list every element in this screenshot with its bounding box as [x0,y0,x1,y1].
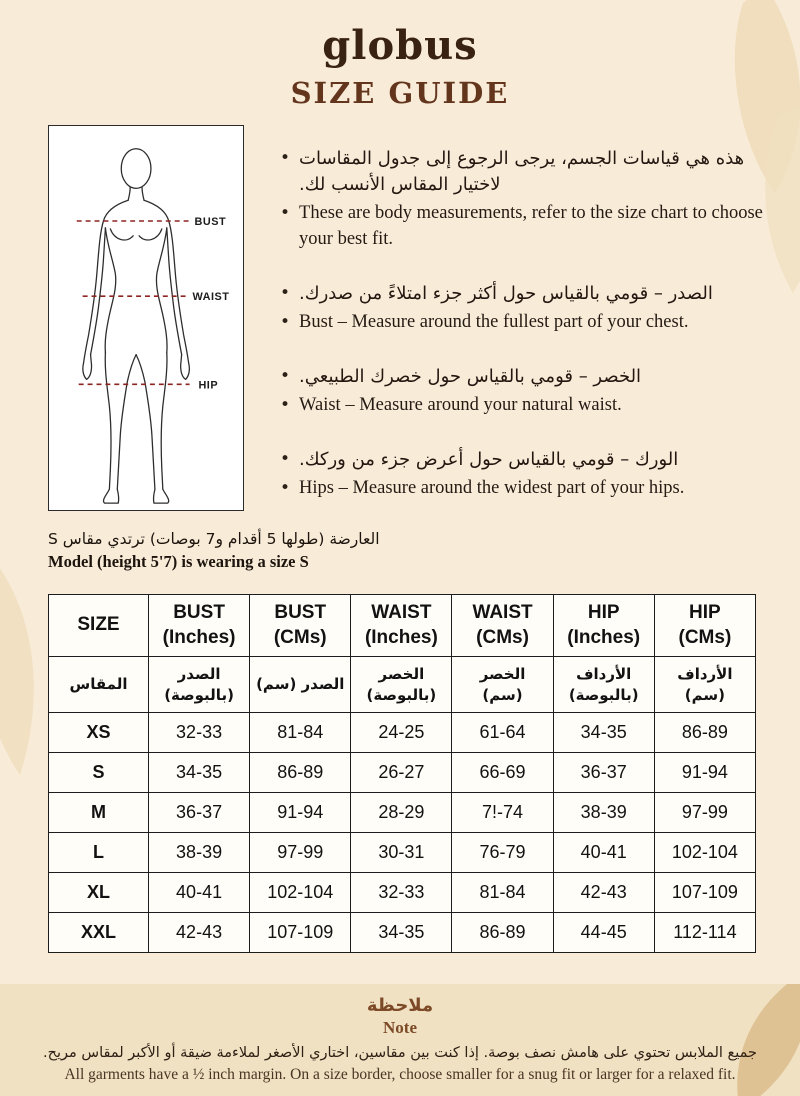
col-header-en-0 [49,595,149,657]
size-label: S [49,753,149,793]
measurement-cell: 86-89 [250,753,351,793]
measurement-cell: 102-104 [654,833,755,873]
col-header-line2: (CMs) [273,626,327,648]
bullet-icon: • [280,395,291,416]
instruction-english: Hips – Measure around the widest part of your hips. [299,478,685,499]
instruction-arabic: الورك – قومي بالقياس حول أعرض جزء من وركك. [299,448,679,470]
measurement-cell: 36-37 [149,793,250,833]
col-header-line1: HIP [689,601,721,623]
instruction-english: Waist – Measure around your natural waist. [299,395,622,416]
instruction-group-hips [280,447,772,502]
col-header-ar-0: المقاس [49,657,149,713]
size-row-l [49,833,756,873]
size-label: XXL [49,913,149,953]
note-body-arabic: جميع الملابس تحتوي على هامش نصف بوصة. إذا كنت بين مقاسين، اختاري الأصغر لملاءمة ضيقة أو الأكبر لمقاس مريح. [43,1045,757,1061]
instruction-arabic: الصدر – قومي بالقياس حول أكثر جزء امتلاءً من صدرك. [299,282,713,304]
measurement-cell: 36-37 [553,753,654,793]
col-header-en-6 [654,595,755,657]
measurement-cell: 28-29 [351,793,452,833]
measurement-cell: 38-39 [149,833,250,873]
col-header-line1: BUST [274,601,327,623]
instruction-arabic: هذه هي قياسات الجسم، يرجى الرجوع إلى جدول المقاسات لاختيار المقاس الأنسب لك. [299,148,745,196]
measurement-cell: 40-41 [149,873,250,913]
instruction-english: These are body measurements, refer to the size chart to choose your best fit. [299,203,763,250]
bust-label: BUST [194,215,227,228]
measurement-cell: 112-114 [654,913,755,953]
measurement-cell: 86-89 [452,913,553,953]
col-header-line1: BUST [173,601,225,623]
col-header-en-3 [351,595,452,657]
size-row-s [49,753,756,793]
measurement-cell: 34-35 [351,913,452,953]
measurement-cell: 42-43 [553,873,654,913]
col-header-ar-6: الأرداف (سم) [654,657,755,713]
col-header-line2: (Inches) [567,626,641,648]
measurement-cell: 44-45 [553,913,654,953]
col-header-ar-4: الخصر (سم) [452,657,553,713]
instruction-group-general [280,146,772,253]
measurement-cell: 34-35 [149,753,250,793]
bullet-icon: • [280,478,291,499]
measurement-cell: 61-64 [452,713,553,753]
measurement-cell: 107-109 [654,873,755,913]
col-header-en-5 [553,595,654,657]
measurement-cell: 26-27 [351,753,452,793]
body-figure-illustration [49,126,243,510]
col-header-line2: (CMs) [476,626,529,648]
measurement-cell: 76-79 [452,833,553,873]
note-band [0,984,800,1096]
col-header-line2: (CMs) [678,626,732,648]
body-measurement-diagram [48,125,244,511]
measurement-cell: 42-43 [149,913,250,953]
col-header-line2: (Inches) [162,626,236,648]
col-header-line1: WAIST [472,601,533,623]
table-header-row-english [49,595,756,657]
brand-logo: globus [322,22,478,69]
measurement-cell: 107-109 [250,913,351,953]
col-header-line1: WAIST [371,601,432,623]
note-body-english: All garments have a ½ inch margin. On a size border, choose smaller for a snug fit or larger for a relaxed fit. [64,1066,736,1083]
measurement-cell: 91-94 [654,753,755,793]
measurement-cell: 24-25 [351,713,452,753]
measurement-cell: 66-69 [452,753,553,793]
col-header-ar-1: الصدر (بالبوصة) [149,657,250,713]
size-row-xxl [49,913,756,953]
col-header-en-4 [452,595,553,657]
size-row-xl [49,873,756,913]
instruction-english: Bust – Measure around the fullest part of your chest. [299,312,689,333]
measurement-cell: 97-99 [654,793,755,833]
model-note-arabic: العارضة (طولها 5 أقدام و7 بوصات) ترتدي مقاس S [48,530,380,548]
size-chart-table [48,594,756,953]
page-title: SIZE GUIDE [290,76,510,110]
instruction-arabic: الخصر – قومي بالقياس حول خصرك الطبيعي. [299,365,642,387]
measurement-cell: 40-41 [553,833,654,873]
bullet-icon: • [280,312,291,333]
bullet-icon: • [280,365,291,386]
measurement-cell: 30-31 [351,833,452,873]
size-label: XL [49,873,149,913]
measurement-cell: 7!-74 [452,793,553,833]
waist-label: WAIST [192,291,230,304]
bullet-icon: • [280,448,291,469]
measurement-cell: 81-84 [250,713,351,753]
instruction-group-bust [280,281,772,336]
measurement-cell: 86-89 [654,713,755,753]
size-label: L [49,833,149,873]
size-label: M [49,793,149,833]
measurement-cell: 32-33 [351,873,452,913]
col-header-en-2 [250,595,351,657]
col-header-ar-5: الأرداف (بالبوصة) [553,657,654,713]
note-title-english: Note [383,1018,417,1037]
col-header-en-1 [149,595,250,657]
measurement-cell: 91-94 [250,793,351,833]
col-header-line1: HIP [587,601,620,623]
model-size-note [48,530,468,572]
measurement-cell: 38-39 [553,793,654,833]
table-header-row-arabic [49,657,756,713]
instructions-list [280,146,772,530]
measurement-cell: 97-99 [250,833,351,873]
measurement-cell: 81-84 [452,873,553,913]
col-header-line2: (Inches) [364,626,438,648]
size-label: XS [49,713,149,753]
col-header-ar-3: الخصر (بالبوصة) [351,657,452,713]
model-note-english: Model (height 5'7) is wearing a size S [48,552,309,571]
bullet-icon: • [280,203,291,224]
hip-label: HIP [198,379,219,392]
col-header-ar-2: الصدر (سم) [250,657,351,713]
measurement-cell: 102-104 [250,873,351,913]
measurement-cell: 34-35 [553,713,654,753]
bullet-icon: • [280,148,291,168]
bullet-icon: • [280,282,291,303]
note-title-arabic: ملاحظة [366,995,434,1016]
size-row-m [49,793,756,833]
measurement-cell: 32-33 [149,713,250,753]
size-row-xs [49,713,756,753]
col-header-line1: SIZE [77,614,120,636]
instruction-group-waist [280,364,772,419]
